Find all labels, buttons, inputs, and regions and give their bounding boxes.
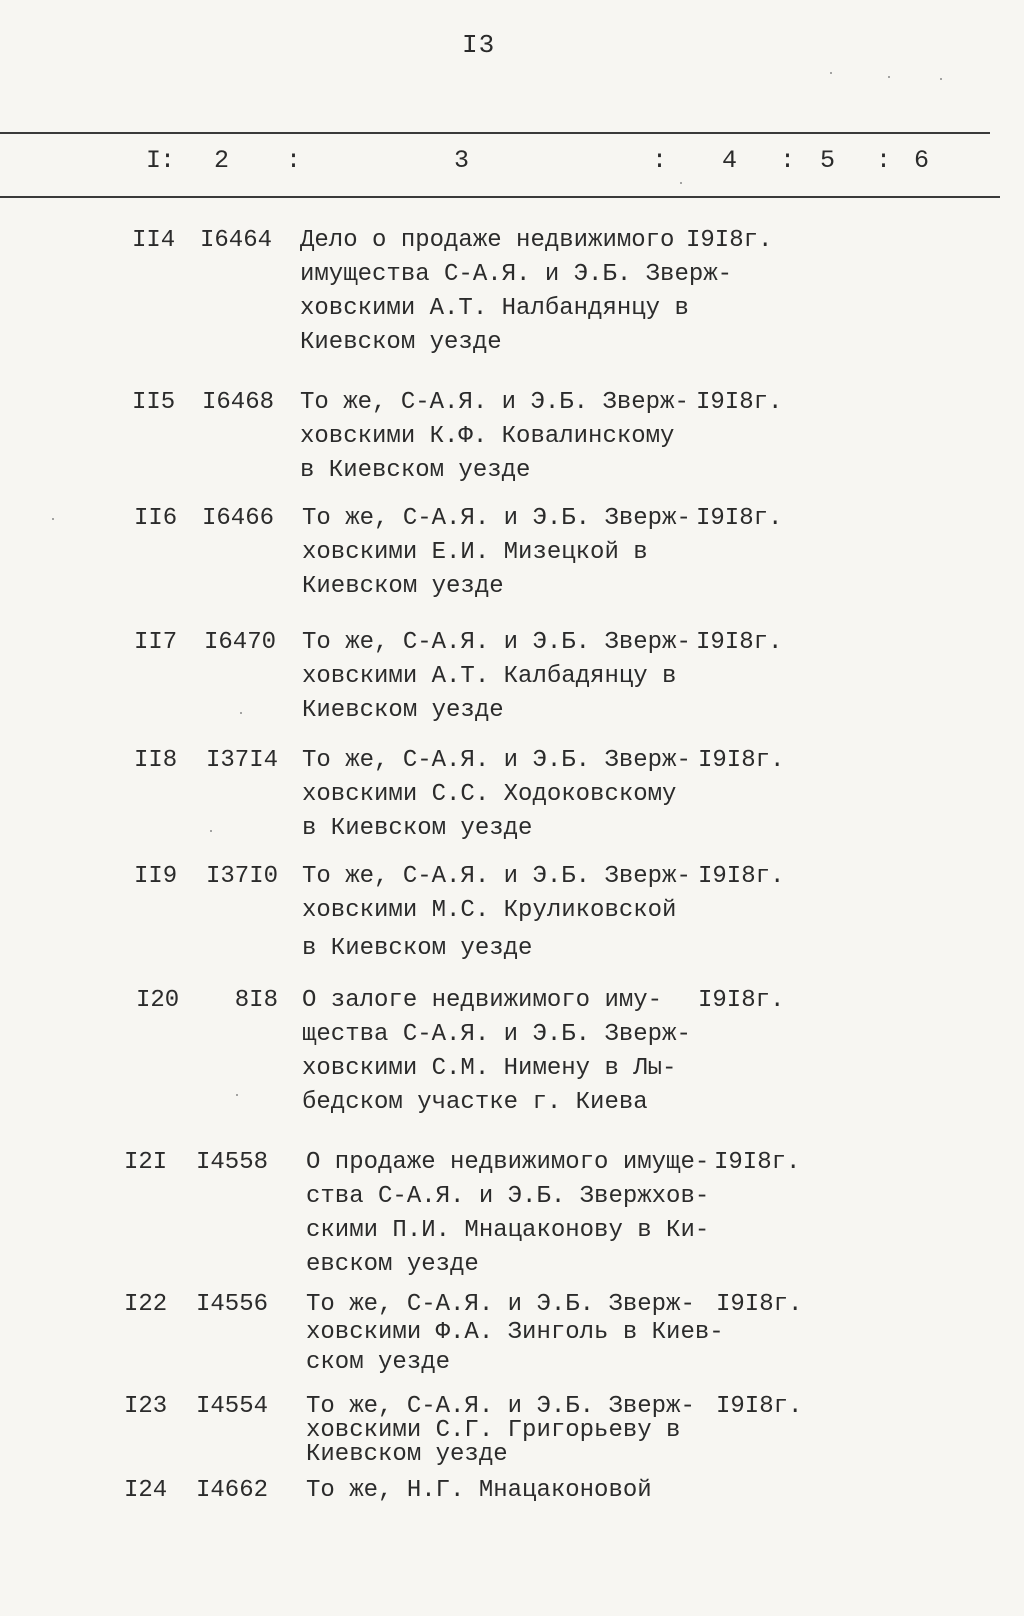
page-number: I3: [462, 30, 496, 60]
row-number: II5: [132, 389, 176, 416]
row-year: I9I8г.: [698, 863, 785, 890]
col-1: I: [146, 146, 162, 175]
row-code: I4662: [195, 1477, 268, 1504]
col-4: 4: [722, 146, 738, 175]
scan-speckle: [210, 830, 212, 832]
row-desc-line: Киевском уезде: [306, 1441, 508, 1468]
row-year: I9I8г.: [696, 629, 783, 656]
col-sep: :: [876, 146, 892, 175]
row-number: I2I: [124, 1149, 168, 1176]
col-5: 5: [820, 146, 836, 175]
row-code: I6468: [201, 389, 274, 416]
row-year: I9I8г.: [698, 747, 785, 774]
row-number: I24: [124, 1477, 168, 1504]
scan-speckle: [240, 712, 242, 714]
row-desc-line: ховскими А.Т. Налбандянцу в: [300, 295, 689, 322]
row-desc-line: ховскими А.Т. Калбадянцу в: [302, 663, 677, 690]
row-number: I22: [124, 1291, 168, 1318]
row-year: I9I8г.: [716, 1393, 803, 1420]
row-desc-line: щества С-А.Я. и Э.Б. Зверж-: [302, 1021, 691, 1048]
col-3: 3: [454, 146, 470, 175]
row-desc-line: Дело о продаже недвижимого: [300, 227, 675, 254]
row-code: I6470: [203, 629, 276, 656]
row-desc-line: ховскими С.М. Нимену в Лы-: [302, 1055, 677, 1082]
row-desc-line: евском уезде: [306, 1251, 479, 1278]
row-desc-line: ховскими Ф.А. Зинголь в Киев-: [306, 1319, 724, 1346]
col-6: 6: [914, 146, 930, 175]
col-sep: :: [780, 146, 796, 175]
row-code: I37I0: [205, 863, 278, 890]
row-desc-line: в Киевском уезде: [302, 815, 533, 842]
scan-speckle: [680, 182, 682, 184]
row-desc-line: То же, С-А.Я. и Э.Б. Зверж-: [302, 629, 691, 656]
row-number: II9: [134, 863, 178, 890]
col-2: 2: [214, 146, 230, 175]
row-desc-line: То же, Н.Г. Мнацаконовой: [306, 1477, 652, 1504]
row-desc-line: Киевском уезде: [302, 697, 504, 724]
row-desc-line: То же, С-А.Я. и Э.Б. Зверж-: [300, 389, 689, 416]
row-desc-line: То же, С-А.Я. и Э.Б. Зверж-: [302, 505, 691, 532]
row-year: I9I8г.: [696, 505, 783, 532]
row-desc-line: имущества С-А.Я. и Э.Б. Зверж-: [300, 261, 733, 288]
row-number: II7: [134, 629, 178, 656]
row-desc-line: То же, С-А.Я. и Э.Б. Зверж-: [306, 1291, 695, 1318]
scan-speckle: [236, 1094, 238, 1096]
row-desc-line: Киевском уезде: [300, 329, 502, 356]
row-number: I23: [124, 1393, 168, 1420]
row-number: II4: [132, 227, 176, 254]
row-year: I9I8г.: [716, 1291, 803, 1318]
row-desc-line: О продаже недвижимого имуще-: [306, 1149, 710, 1176]
row-desc-line: ховскими М.С. Круликовской: [302, 897, 677, 924]
row-desc-line: О залоге недвижимого иму-: [302, 987, 663, 1014]
row-year: I9I8г.: [714, 1149, 801, 1176]
row-code: I6466: [201, 505, 274, 532]
row-desc-line: ском уезде: [306, 1349, 451, 1376]
row-year: I9I8г.: [696, 389, 783, 416]
row-code: I37I4: [205, 747, 278, 774]
row-code: I4556: [195, 1291, 268, 1318]
row-desc-line: скими П.И. Мнацаконову в Ки-: [306, 1217, 710, 1244]
top-rule: [0, 132, 990, 134]
row-desc-line: То же, С-А.Я. и Э.Б. Зверж-: [302, 747, 691, 774]
row-desc-line: бедском участке г. Киева: [302, 1089, 648, 1116]
row-desc-line: ховскими С.Г. Григорьеву в: [306, 1417, 681, 1444]
row-year: I9I8г.: [698, 987, 785, 1014]
row-desc-line: в Киевском уезде: [300, 457, 531, 484]
col-sep: :: [286, 146, 302, 175]
scan-speckle: [830, 72, 832, 74]
row-desc-line: в Киевском уезде: [302, 935, 533, 962]
row-desc-line: ховскими Е.И. Мизецкой в: [302, 539, 648, 566]
row-desc-line: То же, С-А.Я. и Э.Б. Зверж-: [302, 863, 691, 890]
row-year: I9I8г.: [686, 227, 773, 254]
row-number: II6: [134, 505, 178, 532]
row-desc-line: ховскими К.Ф. Ковалинскому: [300, 423, 675, 450]
row-code: 8I8: [234, 987, 278, 1014]
row-desc-line: ства С-А.Я. и Э.Б. Звержхов-: [306, 1183, 710, 1210]
scan-speckle: [940, 78, 942, 80]
bottom-rule: [0, 196, 1000, 198]
row-code: I4554: [195, 1393, 268, 1420]
row-desc-line: Киевском уезде: [302, 573, 504, 600]
row-number: II8: [134, 747, 178, 774]
scan-speckle: [52, 518, 54, 520]
col-sep: :: [652, 146, 668, 175]
col-sep: :: [160, 146, 176, 175]
scan-speckle: [888, 76, 890, 78]
row-desc-line: То же, С-А.Я. и Э.Б. Зверж-: [306, 1393, 695, 1420]
row-code: I6464: [199, 227, 272, 254]
row-code: I4558: [195, 1149, 268, 1176]
row-desc-line: ховскими С.С. Ходоковскому: [302, 781, 677, 808]
row-number: I20: [136, 987, 180, 1014]
